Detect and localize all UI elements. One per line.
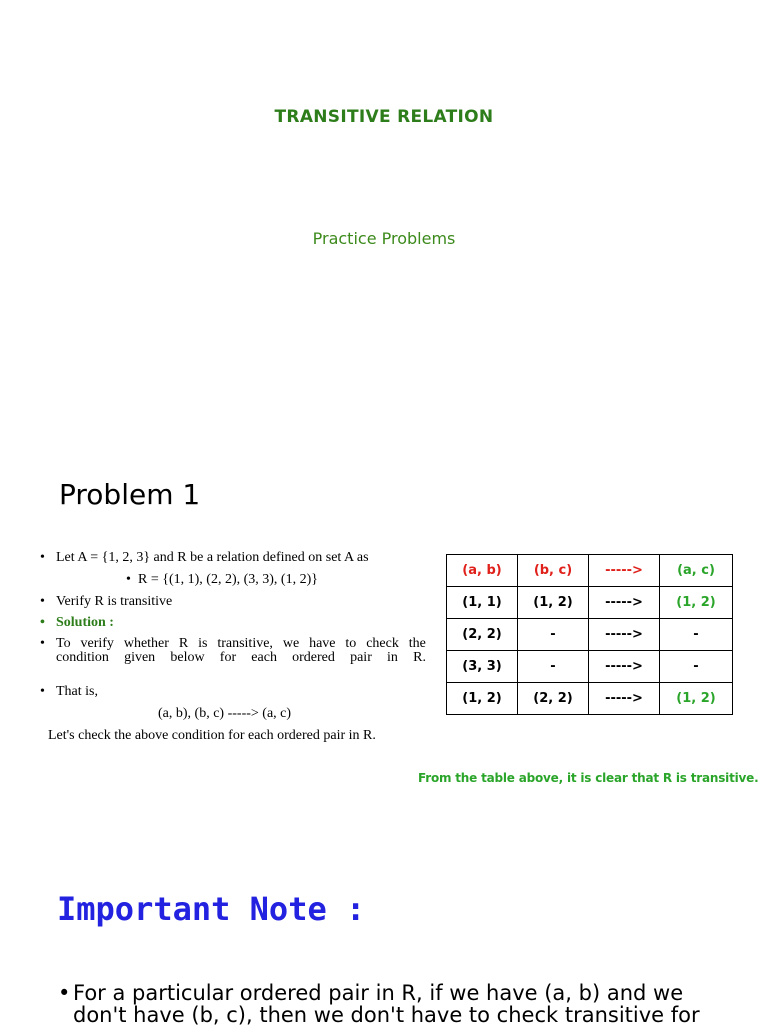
table-cell: (1, 2)	[660, 683, 733, 715]
header-bc: (b, c)	[518, 555, 589, 587]
verify-text-line-2	[56, 650, 426, 666]
word: we	[282, 636, 300, 651]
conclusion-text: From the table above, it is clear that R is transitive.	[418, 771, 759, 785]
table-cell: (2, 2)	[447, 619, 518, 651]
that-is-text: That is,	[56, 684, 98, 699]
word: pair	[350, 650, 372, 665]
word: R	[178, 636, 189, 651]
table-cell: (1, 2)	[660, 587, 733, 619]
table-row	[447, 683, 733, 715]
word: is	[198, 636, 208, 651]
word: verify	[80, 636, 114, 651]
note-line-2: don't have (b, c), then we don't have to check transitive for	[73, 1003, 700, 1027]
word: given	[124, 650, 156, 665]
check-line: Let's check the above condition for each ordered pair in R.	[48, 728, 376, 743]
table-row	[447, 651, 733, 683]
bullet-icon: •	[58, 981, 71, 1005]
word: have	[309, 636, 336, 651]
bullet-icon: •	[40, 684, 45, 699]
header-ab: (a, b)	[447, 555, 518, 587]
problem-heading: Problem 1	[59, 478, 201, 511]
table-cell: -	[518, 619, 589, 651]
table-cell: (1, 2)	[518, 587, 589, 619]
solution-label: Solution :	[56, 615, 114, 630]
task-text: Verify R is transitive	[56, 594, 173, 609]
table-row	[447, 587, 733, 619]
bullet-icon: •	[40, 615, 45, 630]
table-cell: -	[660, 619, 733, 651]
set-definition-text: Let A = {1, 2, 3} and R be a relation defined on set A as	[56, 550, 369, 565]
word: To	[56, 636, 71, 651]
table-cell: (1, 2)	[447, 683, 518, 715]
bullet-icon: •	[40, 636, 45, 651]
table-cell: (2, 2)	[518, 683, 589, 715]
table-cell: -	[518, 651, 589, 683]
table-cell: ----->	[589, 619, 660, 651]
word: whether	[123, 636, 169, 651]
table-row	[447, 619, 733, 651]
transitivity-table	[446, 554, 733, 715]
table-cell: (3, 3)	[447, 651, 518, 683]
word: in	[387, 650, 398, 665]
bullet-icon: •	[126, 572, 131, 587]
important-note-heading: Important Note :	[57, 890, 366, 928]
table-cell: ----->	[589, 587, 660, 619]
header-ac: (a, c)	[660, 555, 733, 587]
condition-formula: (a, b), (b, c) -----> (a, c)	[158, 706, 292, 721]
bullet-icon: •	[40, 550, 45, 565]
table-cell: (1, 1)	[447, 587, 518, 619]
word: each	[251, 650, 277, 665]
word: R.	[413, 650, 426, 665]
word: ordered	[292, 650, 335, 665]
word: transitive,	[217, 636, 273, 651]
word: the	[408, 636, 426, 651]
table-cell: ----->	[589, 651, 660, 683]
table-cell: ----->	[589, 683, 660, 715]
bullet-icon: •	[40, 594, 45, 609]
word: below	[170, 650, 205, 665]
word: to	[345, 636, 357, 651]
table-cell: -	[660, 651, 733, 683]
page-title: TRANSITIVE RELATION	[274, 107, 494, 127]
word: check	[366, 636, 399, 651]
table-header-row	[447, 555, 733, 587]
word: for	[219, 650, 237, 665]
header-arrow: ----->	[589, 555, 660, 587]
word: condition	[56, 650, 109, 665]
relation-definition-text: R = {(1, 1), (2, 2), (3, 3), (1, 2)}	[138, 572, 318, 587]
note-line-1: For a particular ordered pair in R, if we have (a, b) and we	[73, 981, 684, 1005]
check-text	[48, 728, 376, 744]
page-subtitle: Practice Problems	[312, 229, 456, 248]
